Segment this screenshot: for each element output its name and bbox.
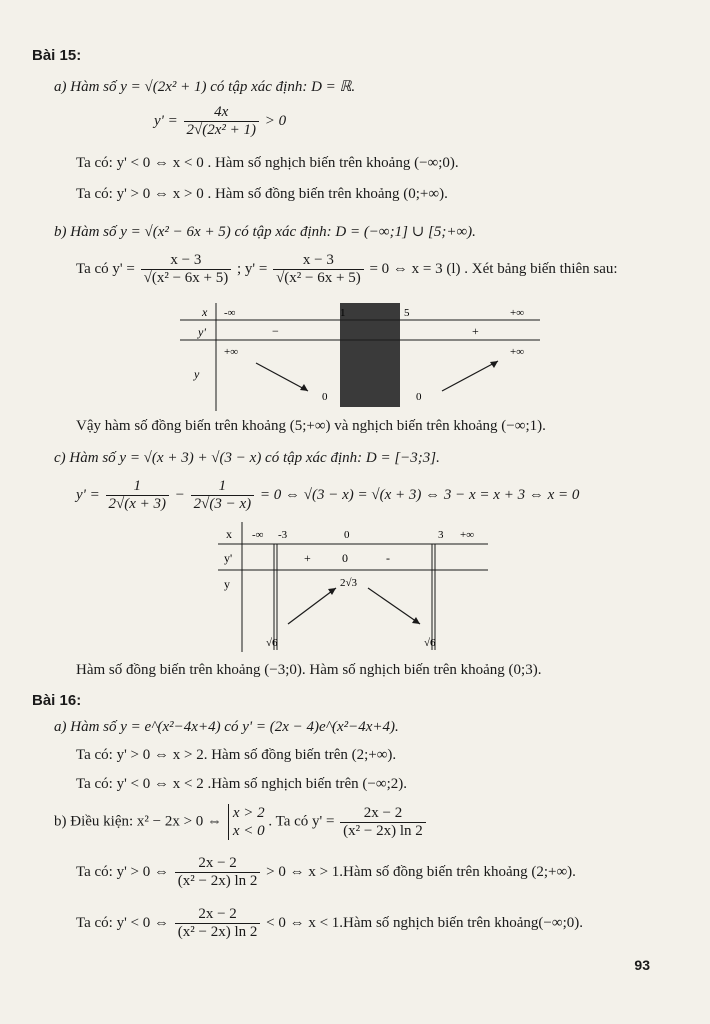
c-table-x-3: 3 — [438, 529, 444, 541]
b15-b-taco: Ta có y' = — [76, 260, 135, 277]
b16-b-neg-post: < 0 ⇔ x < 1.Hàm số nghịch biến trên khoảng(−∞;0). — [266, 914, 583, 931]
c-table-sign-plus: + — [304, 551, 311, 565]
b15-a-deriv-den: 2√(2x² + 1) — [184, 121, 260, 139]
c-table-x-neg3: -3 — [278, 529, 288, 541]
c-table-sign-zero: 0 — [342, 551, 348, 565]
b-table-y-0-left: 0 — [322, 391, 328, 403]
b15-b-tail: = 0 ⇔ x = 3 (l) . Xét bảng biến thiên sau: — [369, 260, 618, 277]
b15-c-line: c) Hàm số y = √(x + 3) + √(3 − x) có tập xác định: D = [−3;3]. — [54, 450, 440, 466]
b15-b-sep: ; y' = — [236, 260, 268, 277]
b15-a-positive: Ta có: y' > 0 ⇔ x > 0 . Hàm số đồng biến trên khoảng (0;+∞). — [76, 186, 448, 202]
b-table-x-pos-inf: +∞ — [510, 307, 525, 319]
c-table-y-right: √6 — [424, 637, 436, 649]
b16-b-pos-num: 2x − 2 — [198, 855, 237, 871]
b16-b-cases — [228, 804, 265, 840]
b15-c-lhs: y' = — [76, 486, 100, 503]
b15-a-deriv-num: 4x — [214, 104, 229, 120]
b16-a-negative: Ta có: y' < 0 ⇔ x < 2 .Hàm số nghịch biến trên (−∞;2). — [76, 776, 407, 792]
b15-title: Bài 15: — [32, 47, 82, 64]
b15-c-variation-table — [218, 522, 498, 652]
b15-c-den-2: 2√(3 − x) — [191, 495, 255, 513]
excluded-region — [340, 303, 400, 407]
b16-b-neg-fraction — [175, 906, 261, 941]
b16-title: Bài 16: — [32, 692, 82, 709]
b15-c-fraction-2 — [191, 478, 255, 513]
b15-c-tail: = 0 ⇔ √(3 − x) = √(x + 3) ⇔ 3 − x = x + 3 ⇔ x = 0 — [259, 486, 580, 503]
b16-a-line: a) Hàm số y = e^(x²−4x+4) có y' = (2x − 4)e^(x²−4x+4). — [54, 719, 399, 735]
b-table-x-1: 1 — [340, 307, 346, 319]
b-table-y-label: y — [194, 367, 200, 381]
b16-b-pos-pre: Ta có: y' > 0 ⇔ — [76, 863, 170, 880]
b16-b-neg-pre: Ta có: y' < 0 ⇔ — [76, 914, 170, 931]
b-table-decreasing-arrow — [256, 363, 308, 391]
b15-c-conclusion: Hàm số đồng biến trên khoảng (−3;0). Hàm số nghịch biến trên khoảng (0;3). — [76, 662, 542, 678]
b16-a-positive: Ta có: y' > 0 ⇔ x > 2. Hàm số đồng biến trên (2;+∞). — [76, 747, 397, 763]
b15-b-conclusion: Vậy hàm số đồng biến trên khoảng (5;+∞) và nghịch biến trên khoảng (−∞;1). — [76, 418, 546, 434]
b-table-sign-minus: − — [272, 324, 279, 338]
c-table-sign-minus: - — [386, 551, 390, 565]
page-number: 93 — [634, 957, 650, 973]
b15-a-deriv-rhs: > 0 — [264, 112, 287, 129]
b16-b-den: (x² − 2x) ln 2 — [340, 822, 426, 840]
b16-b-positive — [76, 855, 576, 890]
b15-c-num-1: 1 — [133, 478, 141, 494]
c-table-x-pos-inf: +∞ — [460, 529, 475, 541]
b15-b-line: b) Hàm số y = √(x² − 6x + 5) có tập xác định: D = (−∞;1] ∪ [5;+∞). — [54, 224, 476, 240]
c-table-y-left: √6 — [266, 637, 278, 649]
b15-b-num-1: x − 3 — [170, 252, 202, 268]
b15-c-minus: − — [174, 486, 185, 503]
b15-b-variation-table — [180, 303, 540, 413]
b15-b-derivative — [76, 252, 618, 287]
b-table-x-5: 5 — [404, 307, 410, 319]
b-table-y-pos-inf-right: +∞ — [510, 346, 525, 358]
b15-c-num-2: 1 — [218, 478, 227, 494]
b-table-x-neg-inf: -∞ — [224, 307, 236, 319]
c-table-x-label: x — [226, 527, 232, 541]
b16-b-negative — [76, 906, 583, 941]
c-table-x-0: 0 — [344, 529, 350, 541]
c-table-y-max: 2√3 — [340, 577, 358, 589]
b-table-sign-plus: + — [472, 324, 479, 338]
b15-c-fraction-1 — [106, 478, 170, 513]
b16-b-fraction — [340, 805, 426, 840]
b16-b-pos-fraction — [175, 855, 261, 890]
b15-b-num-2: x − 3 — [302, 252, 334, 268]
b-table-x-label: x — [202, 305, 208, 319]
b16-b-taco: . Ta có y' = — [268, 813, 335, 830]
b16-b-pos-post: > 0 ⇔ x > 1.Hàm số đồng biến trên khoảng (2;+∞). — [266, 863, 576, 880]
b16-b-case-1: x > 2 — [232, 805, 265, 821]
b16-b-pos-den: (x² − 2x) ln 2 — [175, 872, 261, 890]
b-table-increasing-arrow — [442, 361, 498, 391]
b15-a-derivative — [154, 104, 286, 139]
b15-c-derivative — [76, 478, 579, 513]
b15-b-fraction-2 — [273, 252, 364, 287]
b16-b-num: 2x − 2 — [363, 804, 403, 821]
c-table-decreasing-arrow — [368, 588, 420, 624]
b16-b-cond-text: b) Điều kiện: x² − 2x > 0 ⇔ — [54, 813, 223, 830]
b15-a-deriv-lhs: y' = — [154, 112, 178, 129]
c-table-increasing-arrow — [288, 588, 336, 624]
b-table-y-0-right: 0 — [416, 391, 422, 403]
b15-a-line: a) Hàm số y = √(2x² + 1) có tập xác định: D = ℝ. — [54, 79, 356, 95]
c-table-y-label: y — [224, 577, 230, 591]
b15-b-fraction-1 — [141, 252, 232, 287]
b15-b-den-1: √(x² − 6x + 5) — [141, 269, 232, 287]
b15-a-deriv-fraction — [184, 104, 260, 139]
c-table-yp-label: y' — [224, 551, 233, 565]
b15-c-den-1: 2√(x + 3) — [106, 495, 170, 513]
b16-b-condition — [54, 804, 428, 840]
b16-b-neg-num: 2x − 2 — [198, 906, 237, 922]
b15-b-den-2: √(x² − 6x + 5) — [273, 269, 364, 287]
b16-b-neg-den: (x² − 2x) ln 2 — [175, 923, 261, 941]
c-table-x-neg-inf: -∞ — [252, 529, 264, 541]
b-table-y-pos-inf-left: +∞ — [224, 346, 239, 358]
b-table-yp-label: y' — [198, 325, 206, 339]
b15-a-negative: Ta có: y' < 0 ⇔ x < 0 . Hàm số nghịch biến trên khoảng (−∞;0). — [76, 155, 459, 171]
b16-b-case-2: x < 0 — [232, 823, 265, 839]
